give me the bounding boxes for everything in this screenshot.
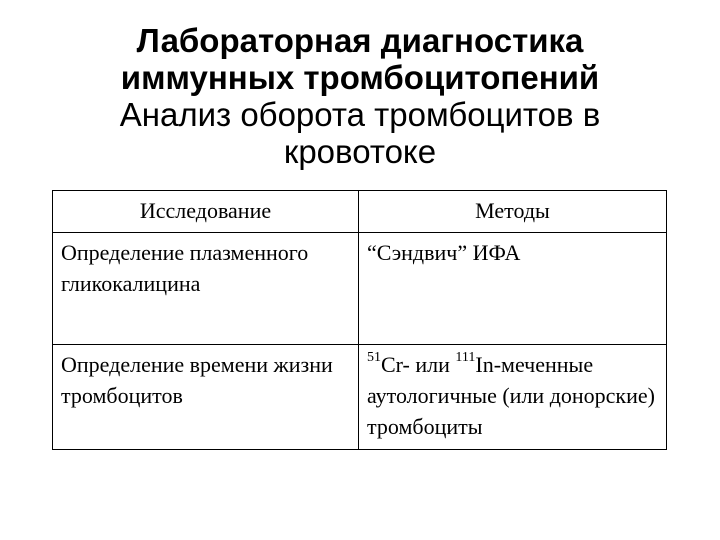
cell-method bbox=[359, 233, 667, 345]
cell-study bbox=[53, 345, 359, 450]
slide-title bbox=[40, 22, 680, 170]
diagnostics-table bbox=[52, 190, 667, 450]
table-row bbox=[53, 233, 667, 345]
title-line-3: Анализ оборота тромбоцитов в bbox=[119, 96, 601, 133]
study-text: Определение плазменного гликокалицина bbox=[61, 240, 309, 296]
isotope-superscript: 51 bbox=[367, 350, 381, 365]
study-text: Определение времени жизни тромбоцитов bbox=[61, 352, 333, 408]
title-line-2: иммунных тромбоцитопений bbox=[120, 59, 600, 96]
title-line-4: кровотоке bbox=[283, 133, 437, 170]
isotope-superscript: 111 bbox=[455, 350, 476, 365]
method-text bbox=[367, 349, 658, 442]
cell-study bbox=[53, 233, 359, 345]
method-text: “Сэндвич” ИФА bbox=[367, 240, 521, 265]
cell-method bbox=[359, 345, 667, 450]
method-text-part: In-меченные аутологичные (или донорские) тромбоциты bbox=[367, 352, 655, 439]
table-row bbox=[53, 345, 667, 450]
header-methods: Методы bbox=[359, 191, 667, 233]
header-study: Исследование bbox=[53, 191, 359, 233]
method-text-part: Cr- или bbox=[381, 352, 456, 377]
table-header-row bbox=[53, 191, 667, 233]
title-line-1: Лабораторная диагностика bbox=[136, 22, 584, 59]
